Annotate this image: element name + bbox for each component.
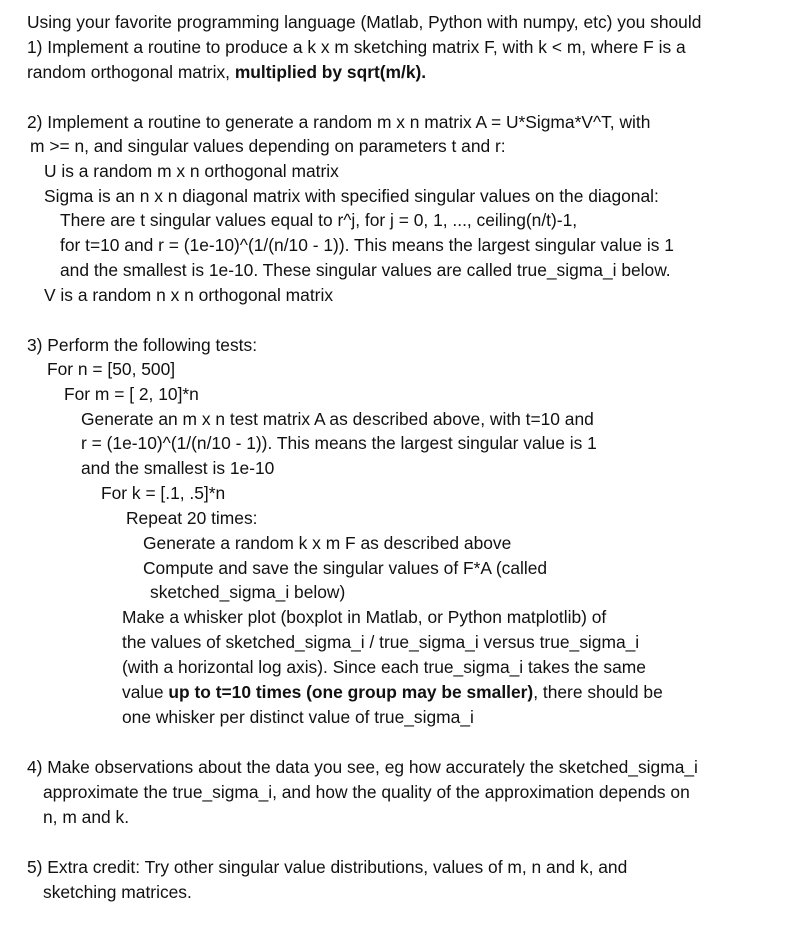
- item-3-line-1: 3) Perform the following tests:: [27, 335, 258, 355]
- item-3-plot-4-bold: up to t=10 times (one group may be smaller): [168, 682, 534, 702]
- item-3-generate-a-1: Generate an m x n test matrix A as described above, with t=10 and: [81, 409, 594, 429]
- intro-line: Using your favorite programming language (Matlab, Python with numpy, etc) you should: [27, 12, 702, 32]
- item-1-text: random orthogonal matrix,: [27, 62, 235, 82]
- item-1-bold-text: multiplied by sqrt(m/k).: [234, 62, 427, 82]
- item-2-line-1: 2) Implement a routine to generate a random m x n matrix A = U*Sigma*V^T, with: [27, 112, 651, 132]
- item-4-line-3: n, m and k.: [43, 807, 130, 827]
- item-5-line-2: sketching matrices.: [43, 882, 192, 902]
- item-3-plot-1: Make a whisker plot (boxplot in Matlab, or Python matplotlib) of: [122, 607, 607, 627]
- item-3-for-k: For k = [.1, .5]*n: [101, 483, 226, 503]
- item-1-line-1: 1) Implement a routine to produce a k x m sketching matrix F, with k < m, where F is a: [27, 37, 686, 57]
- item-3-repeat: Repeat 20 times:: [126, 508, 258, 528]
- item-3-plot-4: [122, 680, 663, 704]
- item-3-generate-f: Generate a random k x m F as described above: [143, 533, 512, 553]
- item-3-compute-1: Compute and save the singular values of F*A (called: [143, 558, 548, 578]
- item-3-for-n: For n = [50, 500]: [47, 359, 176, 379]
- item-1-line-2: [27, 60, 426, 84]
- item-5-line-1: 5) Extra credit: Try other singular value distributions, values of m, n and k, and: [27, 857, 628, 877]
- item-3-plot-3: (with a horizontal log axis). Since each true_sigma_i takes the same: [122, 657, 646, 677]
- item-2-sigma-detail-1: There are t singular values equal to r^j, for j = 0, 1, ..., ceiling(n/t)-1,: [60, 210, 578, 230]
- item-3-plot-2: the values of sketched_sigma_i / true_sigma_i versus true_sigma_i: [122, 632, 640, 652]
- item-3-plot-5: one whisker per distinct value of true_sigma_i: [122, 707, 474, 727]
- item-3-compute-2: sketched_sigma_i below): [150, 582, 346, 602]
- item-4-line-2: approximate the true_sigma_i, and how the quality of the approximation depends on: [43, 782, 690, 802]
- item-2-u-line: U is a random m x n orthogonal matrix: [44, 161, 339, 181]
- item-4-line-1: 4) Make observations about the data you see, eg how accurately the sketched_sigma_i: [27, 757, 698, 777]
- item-2-v-line: V is a random n x n orthogonal matrix: [44, 285, 334, 305]
- item-3-generate-a-2: r = (1e-10)^(1/(n/10 - 1)). This means the largest singular value is 1: [81, 433, 597, 453]
- item-2-sigma-line: Sigma is an n x n diagonal matrix with specified singular values on the diagonal:: [44, 186, 659, 206]
- item-3-for-m: For m = [ 2, 10]*n: [64, 384, 199, 404]
- item-3-generate-a-3: and the smallest is 1e-10: [81, 458, 275, 478]
- item-3-plot-4-text-a: value: [122, 682, 169, 702]
- item-2-sigma-detail-2: for t=10 and r = (1e-10)^(1/(n/10 - 1)). This means the largest singular value is 1: [60, 235, 674, 255]
- item-2-sigma-detail-3: and the smallest is 1e-10. These singular values are called true_sigma_i below.: [60, 260, 671, 280]
- item-3-plot-4-text-c: , there should be: [533, 682, 663, 702]
- item-2-line-2: m >= n, and singular values depending on parameters t and r:: [30, 136, 506, 156]
